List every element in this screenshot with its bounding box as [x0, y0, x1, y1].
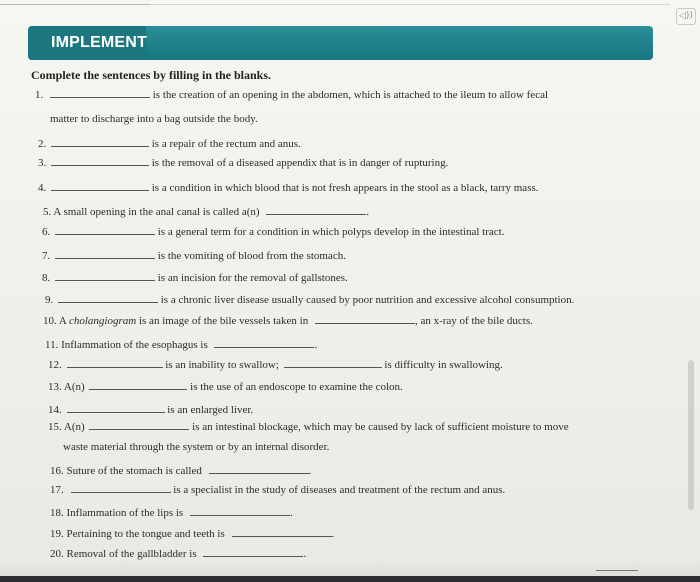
- question-20: [50, 547, 306, 560]
- question-9: [45, 293, 574, 306]
- question-text: is the vomiting of blood from the stomach.: [157, 250, 346, 262]
- question-text-2: is difficulty in swallowing.: [384, 359, 503, 371]
- answer-blank[interactable]: [55, 225, 155, 235]
- answer-blank[interactable]: [55, 271, 155, 281]
- answer-blank[interactable]: [203, 547, 303, 557]
- scrollbar[interactable]: [688, 360, 694, 510]
- answer-blank[interactable]: [67, 358, 163, 368]
- question-text: is a chronic liver disease usually caused by poor nutrition and excessive alcohol consumption.: [160, 294, 575, 306]
- question-term: cholangiogram: [68, 315, 137, 327]
- instruction-text: Complete the sentences by filling in the blanks.: [31, 68, 272, 82]
- question-number: 1.: [35, 89, 44, 101]
- question-number: 9.: [45, 294, 54, 306]
- question-15-continued: waste material through the system or by an internal disorder.: [63, 441, 330, 453]
- answer-blank[interactable]: [67, 403, 165, 413]
- question-19: [50, 527, 334, 540]
- question-16: [50, 464, 311, 477]
- question-end: .: [308, 465, 312, 477]
- question-lead: 10. A: [43, 315, 67, 327]
- question-text: is the use of an endoscope to examine the colon.: [190, 381, 403, 393]
- question-1: [35, 88, 548, 101]
- answer-blank[interactable]: [89, 380, 187, 390]
- answer-blank[interactable]: [58, 293, 158, 303]
- question-number: 7.: [42, 250, 51, 262]
- question-1-continued: matter to discharge into a bag outside the body.: [50, 113, 258, 125]
- answer-blank[interactable]: [50, 88, 150, 98]
- bottom-dash: [596, 570, 638, 571]
- question-number: 12.: [48, 359, 62, 371]
- question-6: [42, 225, 504, 238]
- question-text: is a general term for a condition in which polyps develop in the intestinal tract.: [157, 226, 505, 238]
- question-number: 4.: [38, 182, 47, 194]
- question-text: is an inability to swallow;: [165, 359, 279, 371]
- question-text: is the removal of a diseased appendix that is in danger of rupturing.: [151, 157, 449, 169]
- question-number: 2.: [38, 138, 47, 150]
- question-7: [42, 249, 346, 262]
- question-text: is a condition in which blood that is not fresh appears in the stool as a black, tarry mass.: [151, 182, 539, 194]
- question-text: is a specialist in the study of diseases and treatment of the rectum and anus.: [173, 484, 506, 496]
- question-14: [48, 403, 253, 416]
- question-text: is an image of the bile vessels taken in: [138, 315, 309, 327]
- question-end: , an x-ray of the bile ducts.: [414, 315, 533, 327]
- question-text: is an intestinal blockage, which may be caused by lack of sufficient moisture to move: [192, 421, 569, 433]
- answer-blank[interactable]: [89, 420, 189, 430]
- question-text: is a repair of the rectum and anus.: [151, 138, 301, 150]
- question-text: 19. Pertaining to the tongue and teeth is: [50, 528, 225, 540]
- question-2: [38, 137, 301, 150]
- answer-blank[interactable]: [190, 506, 290, 516]
- question-18: [50, 506, 293, 519]
- top-rule-light: [150, 4, 670, 5]
- question-number: 14.: [48, 404, 62, 416]
- answer-blank[interactable]: [51, 137, 149, 147]
- answer-blank[interactable]: [51, 181, 149, 191]
- question-12: [48, 358, 503, 371]
- question-number: 13. A(n): [48, 381, 85, 393]
- question-number: 17.: [50, 484, 64, 496]
- question-text: 18. Inflammation of the lips is: [50, 507, 184, 519]
- answer-blank[interactable]: [209, 464, 309, 474]
- question-11: [45, 338, 317, 351]
- bottom-bar: [0, 576, 700, 582]
- question-5: [43, 205, 369, 218]
- answer-blank[interactable]: [266, 205, 366, 215]
- speaker-icon[interactable]: [676, 8, 696, 25]
- question-8: [42, 271, 348, 284]
- question-text: 5. A small opening in the anal canal is called a(n): [43, 206, 260, 218]
- question-end: .: [314, 339, 318, 351]
- question-10: [43, 314, 533, 327]
- question-number: 8.: [42, 272, 51, 284]
- question-end: .: [303, 548, 307, 560]
- question-end: .: [366, 206, 370, 218]
- answer-blank[interactable]: [214, 338, 314, 348]
- answer-blank[interactable]: [232, 527, 332, 537]
- question-13: [48, 380, 403, 393]
- answer-blank[interactable]: [315, 314, 415, 324]
- question-15: [48, 420, 569, 433]
- section-title: IMPLEMENT: [51, 34, 148, 51]
- answer-blank[interactable]: [71, 483, 171, 493]
- answer-blank-2[interactable]: [284, 358, 382, 368]
- answer-blank[interactable]: [55, 249, 155, 259]
- answer-blank[interactable]: [51, 156, 149, 166]
- question-number: 3.: [38, 157, 47, 169]
- question-text: is an incision for the removal of gallstones.: [157, 272, 348, 284]
- question-4: [38, 181, 539, 194]
- question-text: is an enlarged liver.: [167, 404, 254, 416]
- question-number: 6.: [42, 226, 51, 238]
- top-rule: [0, 4, 150, 5]
- question-3: [38, 156, 448, 169]
- speaker-glyph: ◁)): [679, 11, 693, 21]
- question-text: is the creation of an opening in the abdomen, which is attached to the ileum to allow fecal: [152, 89, 549, 101]
- question-17: [50, 483, 505, 496]
- question-number: 15. A(n): [48, 421, 85, 433]
- question-end: .: [331, 528, 335, 540]
- question-text: 20. Removal of the gallbladder is: [50, 548, 197, 560]
- question-text: 16. Suture of the stomach is called: [50, 465, 202, 477]
- question-text: 11. Inflammation of the esophagus is: [45, 339, 208, 351]
- question-end: .: [289, 507, 293, 519]
